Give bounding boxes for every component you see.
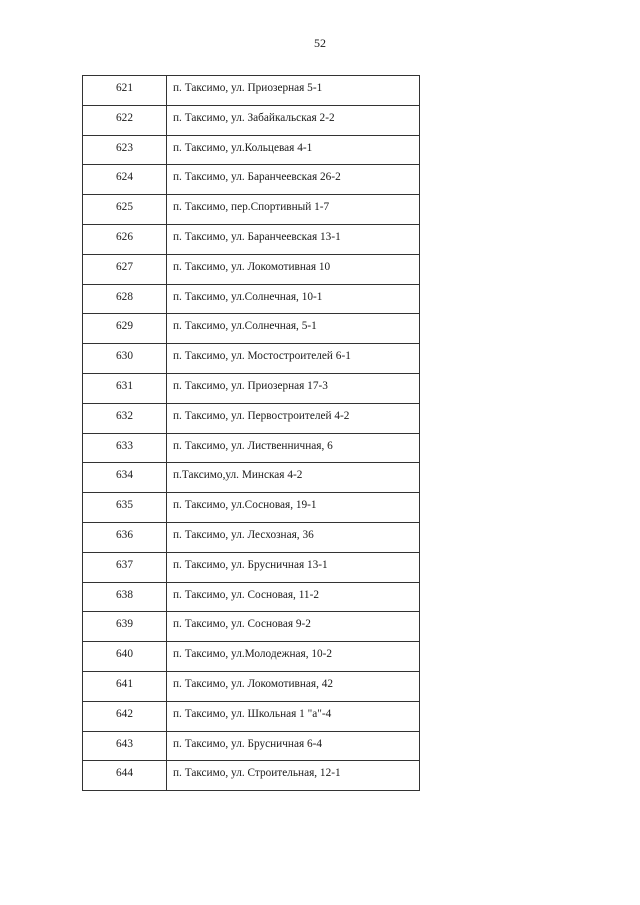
table-row xyxy=(83,552,420,582)
address-cell: п. Таксимо, ул. Баранчеевская 26-2 xyxy=(167,165,420,195)
table-row xyxy=(83,135,420,165)
address-cell: п. Таксимо, ул. Баранчеевская 13-1 xyxy=(167,224,420,254)
table-row xyxy=(83,105,420,135)
row-number-cell: 623 xyxy=(83,135,167,165)
row-number-cell: 621 xyxy=(83,76,167,106)
table-row xyxy=(83,403,420,433)
table-row xyxy=(83,701,420,731)
address-cell: п. Таксимо, ул.Сосновая, 19-1 xyxy=(167,493,420,523)
row-number-cell: 627 xyxy=(83,254,167,284)
row-number-cell: 625 xyxy=(83,195,167,225)
row-number-cell: 637 xyxy=(83,552,167,582)
address-cell: п. Таксимо, ул. Сосновая 9-2 xyxy=(167,612,420,642)
table-row xyxy=(83,373,420,403)
table-row xyxy=(83,642,420,672)
table-row xyxy=(83,463,420,493)
table-row xyxy=(83,522,420,552)
address-cell: п. Таксимо, ул. Локомотивная, 42 xyxy=(167,671,420,701)
row-number-cell: 626 xyxy=(83,224,167,254)
address-table-body xyxy=(83,76,420,791)
table-row xyxy=(83,165,420,195)
table-row xyxy=(83,761,420,791)
table-row xyxy=(83,314,420,344)
table-row xyxy=(83,612,420,642)
address-cell: п.Таксимо,ул. Минская 4-2 xyxy=(167,463,420,493)
row-number-cell: 632 xyxy=(83,403,167,433)
address-cell: п. Таксимо, ул.Кольцевая 4-1 xyxy=(167,135,420,165)
address-cell: п. Таксимо, ул. Строительная, 12-1 xyxy=(167,761,420,791)
address-cell: п. Таксимо, ул. Лиственничная, 6 xyxy=(167,433,420,463)
row-number-cell: 643 xyxy=(83,731,167,761)
row-number-cell: 641 xyxy=(83,671,167,701)
row-number-cell: 628 xyxy=(83,284,167,314)
row-number-cell: 630 xyxy=(83,344,167,374)
row-number-cell: 629 xyxy=(83,314,167,344)
address-cell: п. Таксимо, ул.Солнечная, 10-1 xyxy=(167,284,420,314)
address-cell: п. Таксимо, ул.Солнечная, 5-1 xyxy=(167,314,420,344)
row-number-cell: 639 xyxy=(83,612,167,642)
address-cell: п. Таксимо, ул. Приозерная 17-3 xyxy=(167,373,420,403)
address-cell: п. Таксимо, ул. Мостостроителей 6-1 xyxy=(167,344,420,374)
row-number-cell: 631 xyxy=(83,373,167,403)
page-number: 52 xyxy=(314,36,326,50)
row-number-cell: 636 xyxy=(83,522,167,552)
row-number-cell: 638 xyxy=(83,582,167,612)
table-row xyxy=(83,582,420,612)
address-cell: п. Таксимо, ул. Локомотивная 10 xyxy=(167,254,420,284)
address-cell: п. Таксимо, ул. Брусничная 6-4 xyxy=(167,731,420,761)
table-row xyxy=(83,76,420,106)
row-number-cell: 635 xyxy=(83,493,167,523)
row-number-cell: 644 xyxy=(83,761,167,791)
table-row xyxy=(83,344,420,374)
address-cell: п. Таксимо, ул. Забайкальская 2-2 xyxy=(167,105,420,135)
address-cell: п. Таксимо, ул. Школьная 1 "а"-4 xyxy=(167,701,420,731)
table-row xyxy=(83,493,420,523)
row-number-cell: 622 xyxy=(83,105,167,135)
address-cell: п. Таксимо, ул. Сосновая, 11-2 xyxy=(167,582,420,612)
address-cell: п. Таксимо, ул. Брусничная 13-1 xyxy=(167,552,420,582)
row-number-cell: 640 xyxy=(83,642,167,672)
row-number-cell: 624 xyxy=(83,165,167,195)
table-row xyxy=(83,195,420,225)
address-cell: п. Таксимо, ул. Приозерная 5-1 xyxy=(167,76,420,106)
table-row xyxy=(83,671,420,701)
address-cell: п. Таксимо, пер.Спортивный 1-7 xyxy=(167,195,420,225)
row-number-cell: 642 xyxy=(83,701,167,731)
table-row xyxy=(83,284,420,314)
address-cell: п. Таксимо, ул. Первостроителей 4-2 xyxy=(167,403,420,433)
row-number-cell: 634 xyxy=(83,463,167,493)
address-table xyxy=(82,75,420,791)
table-row xyxy=(83,731,420,761)
table-row xyxy=(83,254,420,284)
row-number-cell: 633 xyxy=(83,433,167,463)
table-row xyxy=(83,433,420,463)
address-cell: п. Таксимо, ул.Молодежная, 10-2 xyxy=(167,642,420,672)
table-row xyxy=(83,224,420,254)
address-cell: п. Таксимо, ул. Лесхозная, 36 xyxy=(167,522,420,552)
